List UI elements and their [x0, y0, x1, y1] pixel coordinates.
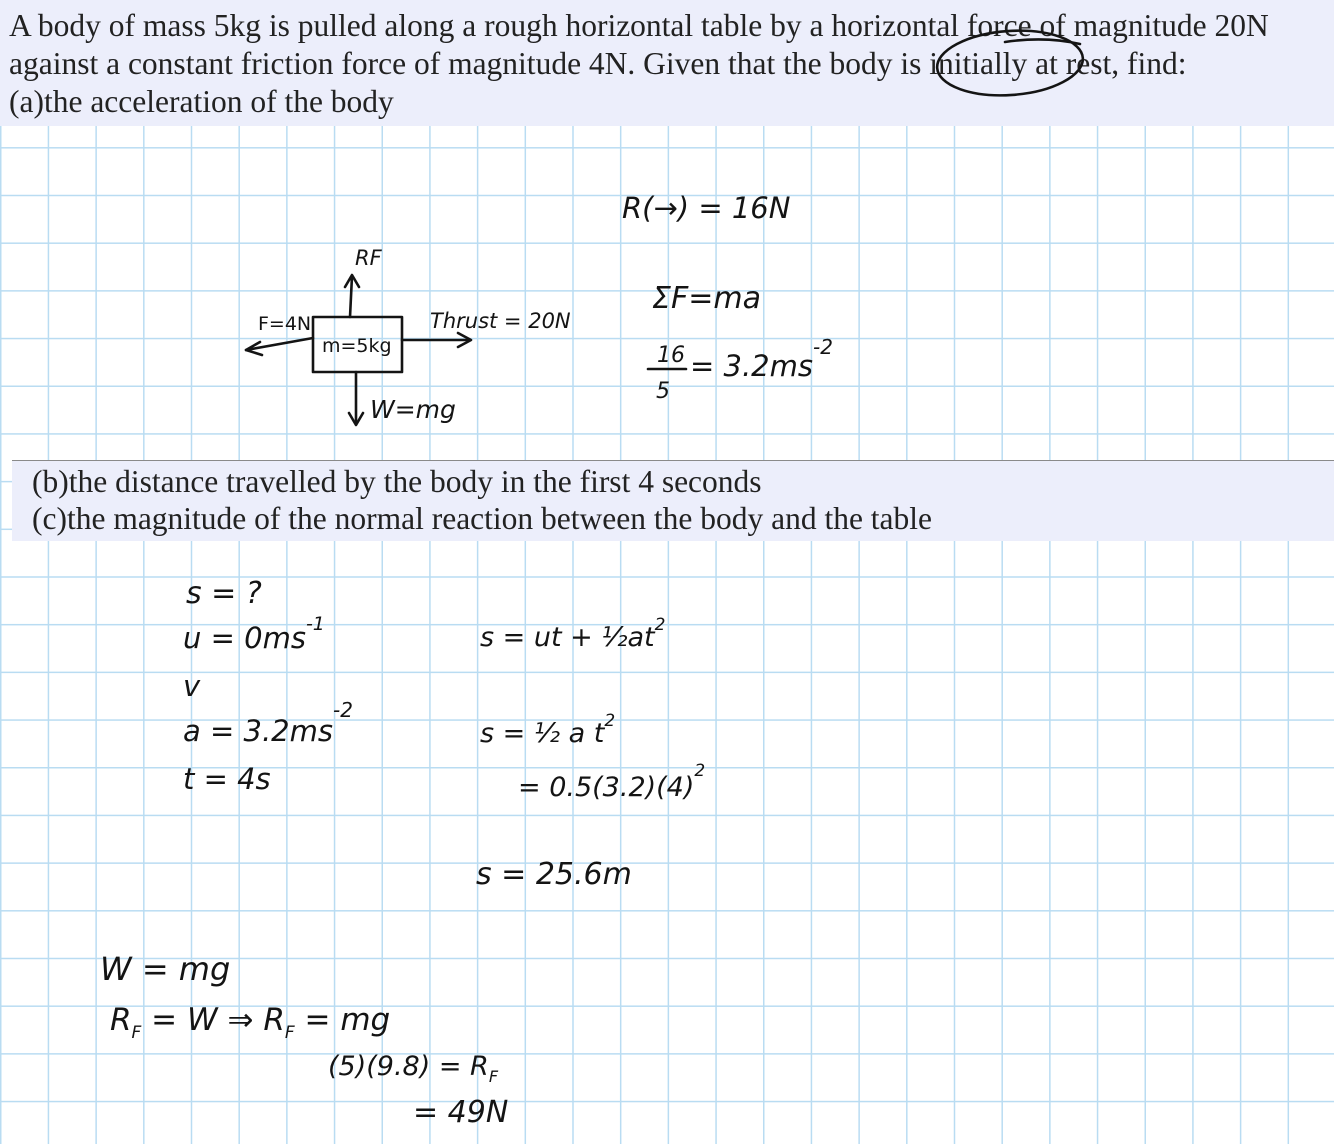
- question-intro-line-1: A body of mass 5kg is pulled along a rough horizontal table by a horizontal force of magnitude 20N: [9, 8, 1269, 43]
- free-body-diagram: [246, 246, 571, 425]
- thrust-label: Thrust = 20N: [430, 309, 571, 333]
- reaction-label: RF: [355, 246, 382, 270]
- part-c-working: [100, 950, 508, 1130]
- given-u: $u = 0ms^{-1}$: [183, 613, 325, 655]
- question-part-c: (c)the magnitude of the normal reaction between the body and the table: [32, 501, 933, 536]
- given-s: s = ?: [186, 576, 262, 611]
- normal-reaction-answer: = 49N: [413, 1095, 509, 1130]
- suvat-formula: s = ut + $\frac{1}{2}at^2$: [480, 615, 666, 653]
- friction-label: F=4N: [258, 313, 312, 335]
- thrust-arrowhead: [458, 333, 471, 347]
- right-arrow-icon: →: [653, 191, 678, 225]
- question-part-a: (a)the acceleration of the body: [9, 84, 394, 119]
- question-intro-line-2: against a constant friction force of magnitude 4N. Given that the body is initially at rest, find:: [9, 46, 1187, 81]
- numeric-substitution: $(5)(9.8) = R_F$: [328, 1051, 499, 1086]
- reduced-formula: s = ½ a $t^2$: [480, 711, 616, 749]
- part-a-working: [622, 191, 833, 404]
- question-banner-parts-b-c: [12, 460, 1334, 541]
- substitution-line: = $0.5(3.2)(4)^2$: [518, 761, 706, 803]
- weight-equation: W = mg: [100, 950, 231, 988]
- question-part-b: (b)the distance travelled by the body in the first 4 seconds: [32, 464, 762, 499]
- part-b-working: [183, 576, 705, 892]
- weight-label: W=mg: [370, 395, 456, 424]
- given-v: v: [183, 669, 201, 703]
- fraction-numerator: 16: [657, 343, 685, 368]
- distance-answer: s = 25.6m: [476, 857, 632, 892]
- mass-label: m=5kg: [322, 335, 392, 357]
- friction-arrow: [246, 338, 313, 350]
- reaction-arrow: [350, 276, 352, 317]
- reaction-equation: $R_F = W$ ⇒ $R_F$ = mg: [110, 1002, 391, 1043]
- weight-arrowhead: [349, 413, 363, 425]
- mass-box: [313, 317, 402, 372]
- friction-arrowhead: [246, 342, 262, 355]
- given-t: t = 4s: [183, 762, 271, 796]
- acceleration-result: = $3.2ms^{-2}$: [690, 335, 833, 383]
- question-banner: [0, 0, 1334, 126]
- newton-second-law: ΣF=ma: [652, 281, 761, 316]
- fraction-denominator: 5: [656, 379, 670, 404]
- reaction-arrowhead: [345, 275, 359, 287]
- resultant-force-line: R(→) = 16N: [622, 191, 791, 225]
- given-a: $a = 3.2ms^{-2}$: [183, 698, 353, 748]
